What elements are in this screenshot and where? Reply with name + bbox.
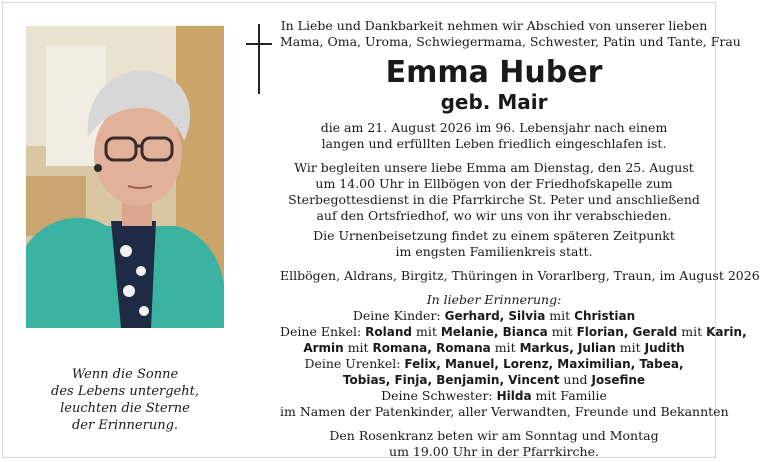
great-grandchildren-und: und [559,372,592,387]
intro-line: In Liebe und Dankbarkeit nehmen wir Abschied von unserer lieben [280,18,708,33]
great-grandchildren-line-1 [280,356,708,372]
intro-line: Mama, Oma, Uroma, Schwiegermama, Schwester, Patin und Tante, Frau [280,34,741,49]
sister-suffix: mit Familie [531,388,607,403]
children-partner: Christian [574,309,636,323]
funeral-line: auf den Ortsfriedhof, wo wir uns von ihr verabschieden. [316,208,672,223]
quote-line: des Lebens untergeht, [51,384,199,399]
deceased-name: Emma Huber [385,55,603,90]
maiden-name: geb. Mair [440,90,548,114]
sister-prefix: Deine Schwester: [381,388,497,403]
grandchild-name: Armin [303,341,344,355]
grandchild-name: Melanie, Bianca [440,325,548,339]
grandchild-mit: mit [343,340,373,355]
sister-line [280,388,708,404]
grandchild-name: Florian, Gerald [576,325,678,339]
great-grandchildren-names: Felix, Manuel, Lorenz, Maximilian, Tabea, [404,357,684,371]
death-notice-line: die am 21. August 2026 im 96. Lebensjahr nach einem [320,120,668,135]
memory-heading: In lieber Erinnerung: [426,292,562,307]
funeral-line: Sterbegottesdienst in die Pfarrkirche St. Peter und anschließend [288,192,700,207]
grandchildren-prefix: Deine Enkel: [280,324,366,339]
grandchild-name: Roland [365,325,412,339]
sister-name: Hilda [496,389,532,403]
grandchild-mit: mit [547,324,577,339]
grandchild-mit: mit [490,340,520,355]
children-prefix: Deine Kinder: [352,308,445,323]
children-names: Gerhard, Silvia [444,309,546,323]
great-grandchildren-names: Tobias, Finja, Benjamin, Vincent [342,373,560,387]
grandchildren-line-2 [280,340,708,356]
urn-line: im engsten Familienkreis statt. [395,244,593,259]
place-date: Ellbögen, Aldrans, Birgitz, Thüringen in Vorarlberg, Traun, im August 2026 [280,268,760,283]
portrait-photo [26,26,224,328]
funeral-line: Wir begleiten unsere liebe Emma am Dienstag, den 25. August [294,160,694,175]
grandchild-name: Markus, Julian [519,341,616,355]
children-mit: mit [545,308,575,323]
rosary-line: um 19.00 Uhr in der Pfarrkirche. [389,444,599,459]
memorial-quote [26,366,224,434]
grandchild-mit: mit [615,340,645,355]
great-grandchildren-prefix: Deine Urenkel: [304,356,405,371]
grandchildren-line-1 [280,324,747,340]
godchildren-line: im Namen der Patenkinder, aller Verwandten, Freunde und Bekannten [280,404,729,419]
grandchild-mit: mit [677,324,707,339]
portrait-illustration [26,26,224,328]
urn-line: Die Urnenbeisetzung findet zu einem späteren Zeitpunkt [313,228,675,243]
grandchild-name: Karin, [706,325,747,339]
funeral-line: um 14.00 Uhr in Ellbögen von der Friedhofskapelle zum [315,176,673,191]
cross-icon [244,22,274,96]
rosary-line: Den Rosenkranz beten wir am Sonntag und Montag [329,428,659,443]
obituary-text [280,18,760,460]
death-notice-line: langen und erfüllten Leben friedlich eingeschlafen ist. [321,136,667,151]
grandchild-mit: mit [412,324,441,339]
quote-line: leuchten die Sterne [60,401,190,416]
great-grandchildren-names: Josefine [591,373,646,387]
quote-line: der Erinnerung. [71,418,179,433]
children-line [280,308,708,324]
grandchild-name: Romana, Romana [372,341,491,355]
grandchild-name: Judith [644,341,685,355]
quote-line: Wenn die Sonne [71,367,179,382]
great-grandchildren-line-2 [280,372,708,388]
